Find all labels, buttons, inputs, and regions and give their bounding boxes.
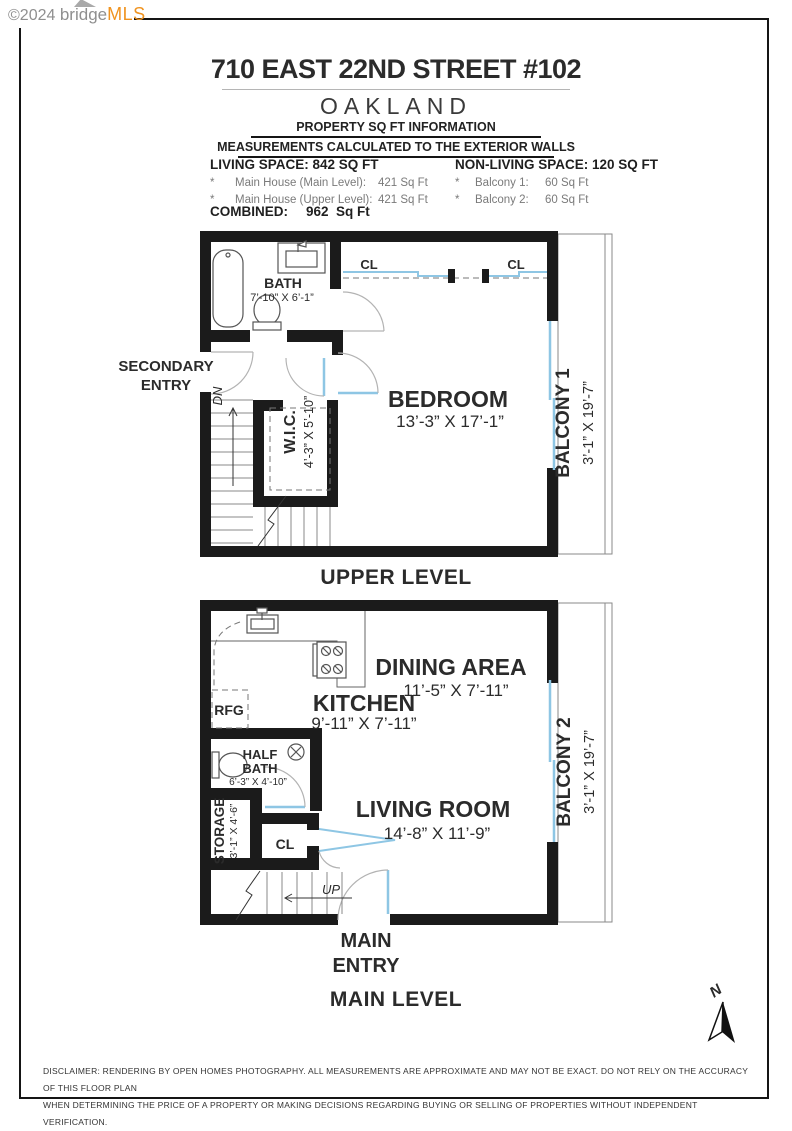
bath-label: BATH	[264, 275, 302, 291]
item-label: Main House (Upper Level):	[235, 194, 373, 206]
balcony1-label: BALCONY 1	[553, 368, 574, 478]
halfbath-dims: 6’-3” X 4’-10”	[229, 777, 287, 788]
living-dims: 14’-8” X 11’-9”	[383, 824, 491, 843]
combined-label: COMBINED:	[210, 204, 288, 219]
bedroom-door	[338, 353, 378, 393]
bath-door	[343, 292, 384, 331]
halfbath-label-line2: BATH	[242, 761, 278, 776]
living-space-label: LIVING SPACE: 842 SQ FT	[210, 157, 379, 172]
item-value: 60 Sq Ft	[545, 194, 589, 206]
list-item	[455, 176, 658, 191]
watermark-brand-gray: bridge	[59, 5, 108, 24]
bullet: *	[210, 194, 215, 206]
bullet: *	[455, 194, 460, 206]
closet-label: CL	[275, 836, 295, 852]
bath-sink-icon	[278, 241, 325, 273]
item-label: Main House (Main Level):	[235, 177, 367, 189]
main-entry-label	[266, 929, 466, 979]
title-divider	[222, 89, 570, 90]
wic-dims: 4’-3” X 5’-10”	[302, 395, 316, 469]
combined-value: 962 Sq Ft	[306, 204, 370, 219]
storage-label: STORAGE	[212, 797, 227, 865]
stove-icon	[313, 642, 346, 678]
closet-left-label: CL	[360, 257, 378, 272]
compass-needle-solid	[722, 1002, 735, 1043]
combined-total	[210, 204, 370, 219]
upper-level-floorplan	[100, 228, 640, 562]
main-entry-line2: ENTRY	[332, 955, 400, 977]
balcony2-dims: 3’-1” X 19’-7”	[582, 730, 598, 814]
rfg-label: RFG	[214, 702, 244, 718]
watermark-copyright: ©2024	[8, 7, 56, 24]
nonliving-space-label: NON-LIVING SPACE: 120 SQ FT	[455, 157, 659, 172]
corner-sink-icon	[288, 744, 304, 760]
list-item	[210, 176, 428, 191]
bridgemls-roof-icon	[74, 0, 96, 7]
bedroom-dims: 13’-3” X 17’-1”	[396, 412, 504, 431]
item-value: 421 Sq Ft	[378, 177, 428, 189]
wic-door	[286, 358, 324, 396]
stairs-up-label: UP	[321, 882, 341, 897]
wic-label: W.I.C.	[282, 410, 299, 454]
secondary-entry-label-line2: ENTRY	[140, 377, 192, 394]
watermark	[0, 0, 146, 28]
living-space-column	[210, 157, 428, 208]
main-entry-line1: MAIN	[340, 930, 392, 952]
main-level-caption: MAIN LEVEL	[329, 988, 463, 1011]
bedroom-label: BEDROOM	[387, 386, 509, 412]
secondary-entry-label-line1: SECONDARY	[118, 358, 214, 375]
list-item	[455, 193, 658, 208]
disclaimer-line1: DISCLAIMER: RENDERING BY OPEN HOMES PHOTOGRAPHY. ALL MEASUREMENTS ARE APPROXIMATE AND MAY NOT BE EXACT. DO NOT RELY ON THE ACCURACY OF THIS FLOOR PLAN	[43, 1066, 749, 1093]
item-value: 60 Sq Ft	[545, 177, 589, 189]
disclaimer-line2: WHEN DETERMINING THE PRICE OF A PROPERTY OR MAKING DECISIONS REGARDING BUYING OR SELLING OF PROPERTIES WITHOUT INDEPENDENT VERIFICATION.	[43, 1100, 698, 1127]
storage-dims: 3’-1” X 4’-6”	[228, 803, 240, 859]
sqft-info-heading: PROPERTY SQ FT INFORMATION	[296, 120, 496, 134]
item-value: 421 Sq Ft	[378, 194, 428, 206]
disclaimer	[43, 1063, 755, 1131]
bath-dims: 7’-10” X 6’-1”	[250, 292, 314, 304]
halfbath-label-line1: HALF	[242, 747, 278, 762]
page-title: 710 EAST 22ND STREET #102	[210, 54, 582, 84]
stairs-dn-label: DN	[210, 386, 225, 406]
item-label: Balcony 1:	[475, 177, 529, 189]
nonliving-space-column	[455, 157, 658, 208]
kitchen-sink-icon	[247, 608, 278, 633]
kitchen-label: KITCHEN	[312, 690, 416, 716]
bullet: *	[210, 177, 215, 189]
main-entry-door	[338, 870, 388, 920]
city-subtitle: OAKLAND	[320, 93, 472, 119]
upper-cabinet-dashed	[214, 622, 240, 688]
dining-dims: 11’-5” X 7’-11”	[403, 681, 509, 700]
north-label: N	[706, 981, 726, 1002]
measurements-note: MEASUREMENTS CALCULATED TO THE EXTERIOR WALLS	[217, 140, 575, 154]
dining-label: DINING AREA	[375, 654, 527, 680]
living-label: LIVING ROOM	[355, 796, 511, 822]
balcony2-label: BALCONY 2	[554, 717, 575, 827]
north-arrow	[690, 980, 760, 1060]
balcony1-dims: 3’-1” X 19’-7”	[581, 381, 597, 465]
wic-shelf-dashed	[270, 408, 330, 490]
bathtub-icon	[213, 250, 243, 327]
upper-level-caption: UPPER LEVEL	[320, 566, 472, 589]
main-level-floorplan	[100, 592, 640, 932]
sqft-info-underline	[251, 136, 541, 138]
watermark-brand-orange: MLS	[107, 4, 146, 24]
closet-right-label: CL	[507, 257, 525, 272]
kitchen-dims: 9’-11” X 7’-11”	[311, 714, 417, 733]
compass-needle-outline	[709, 1002, 723, 1040]
bullet: *	[455, 177, 460, 189]
item-label: Balcony 2:	[475, 194, 529, 206]
